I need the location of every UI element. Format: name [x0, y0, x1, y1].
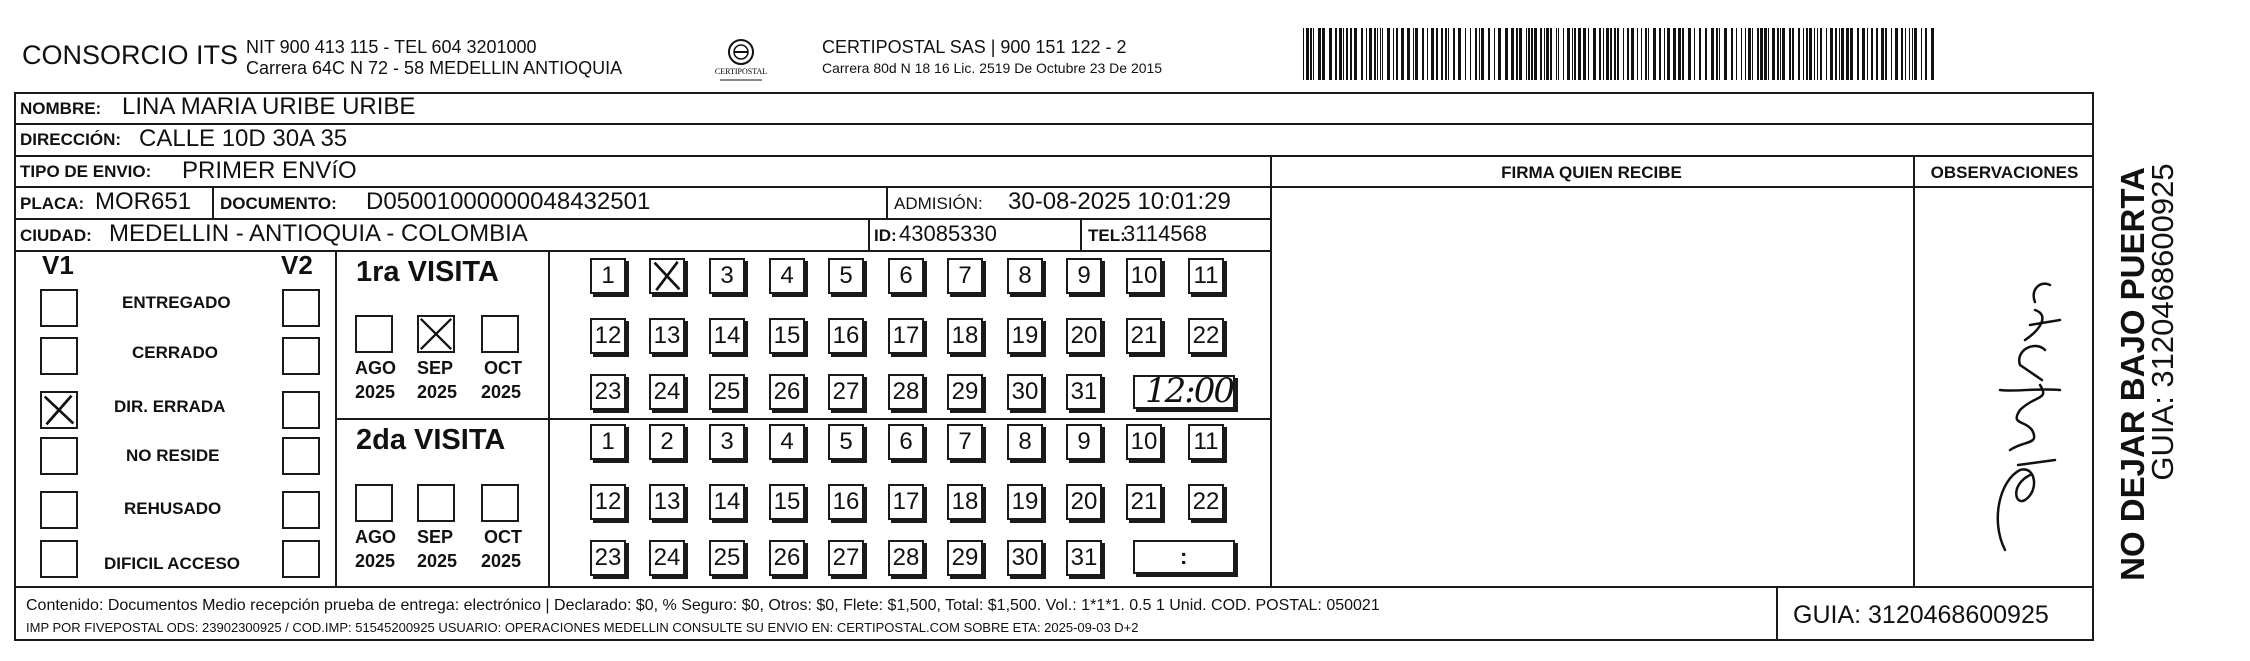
visit2-day-21[interactable]: 21: [1126, 484, 1162, 520]
visit2-day-20[interactable]: 20: [1066, 484, 1102, 520]
status-label-dificil-acceso: DIFICIL ACCESO: [104, 554, 241, 573]
side-guia-number: GUIA: 3120468600925: [2145, 163, 2180, 481]
barcode-bar: [1745, 28, 1746, 80]
tel-value: 3114568: [1123, 221, 1208, 246]
barcode-bar: [1310, 28, 1312, 80]
visit1-day-12[interactable]: 12: [590, 318, 626, 354]
barcode-bar: [1407, 28, 1410, 80]
barcode-bar: [1752, 28, 1753, 80]
visit2-day-25[interactable]: 25: [709, 540, 745, 576]
visit2-time-box[interactable]: [1133, 540, 1235, 574]
visit1-day-30[interactable]: 30: [1007, 374, 1043, 410]
admision-label: ADMISIÓN:: [894, 194, 983, 213]
visit1-day-10[interactable]: 10: [1126, 258, 1162, 294]
barcode-bar: [1857, 28, 1859, 80]
barcode-bar: [1436, 28, 1438, 80]
barcode-bar: [1741, 28, 1742, 80]
barcode: [1303, 28, 1941, 80]
v1-checkbox-rehusado[interactable]: [40, 491, 78, 529]
status-label-rehusado: REHUSADO: [124, 499, 222, 518]
visit1-month-sep-checkbox[interactable]: [417, 315, 455, 353]
visit1-month-oct: OCT: [484, 358, 522, 378]
visit1-year-oct: 2025: [481, 382, 522, 402]
footer-content-line: Contenido: Documentos Medio recepción prueba de entrega: electrónico | Declarado: $0, % Seguro: $0, Otros: $0, Flete: $1,500, Total: $1,500. Vol.: 1*1*1. 0.5 1 Unid. COD. POSTAL: 050021: [26, 597, 1380, 614]
company-line: CERTIPOSTAL SAS | 900 151 122 - 2: [822, 37, 1127, 57]
x-mark-icon: [42, 393, 76, 427]
barcode-bar: [1475, 28, 1477, 80]
barcode-bar: [1401, 28, 1404, 80]
footer-guia-number: GUIA: 3120468600925: [1793, 601, 2049, 629]
id-value: 43085330: [899, 221, 997, 246]
barcode-bar: [1346, 28, 1348, 80]
visit1-day-24[interactable]: 24: [649, 374, 685, 410]
visit1-time-box[interactable]: [1133, 371, 1235, 411]
status-label-entregado: ENTREGADO: [122, 293, 231, 312]
visit1-day-31[interactable]: 31: [1066, 374, 1102, 410]
barcode-bar: [1431, 28, 1434, 80]
barcode-bar: [1719, 28, 1720, 80]
barcode-bar: [1366, 28, 1367, 80]
barcode-bar: [1641, 28, 1642, 80]
visit1-day-8[interactable]: 8: [1007, 258, 1043, 294]
barcode-bar: [1841, 28, 1844, 80]
visit2-day-7[interactable]: 7: [947, 424, 983, 460]
consortium-name: CONSORCIO ITS: [22, 40, 239, 70]
barcode-bar: [1792, 28, 1794, 80]
barcode-bar: [1318, 28, 1321, 80]
barcode-bar: [1445, 28, 1447, 80]
v2-checkbox-dificil-acceso[interactable]: [282, 540, 320, 578]
barcode-bar: [1546, 28, 1549, 80]
visit1-year-ago: 2025: [355, 382, 396, 402]
v2-checkbox-dir-errada[interactable]: [282, 391, 320, 429]
visit2-month-sep: SEP: [417, 527, 454, 547]
v1-checkbox-cerrado[interactable]: [40, 337, 78, 375]
visit1-time-value: 12:00: [1145, 371, 1233, 411]
barcode-bar: [1374, 28, 1376, 80]
observaciones-header: OBSERVACIONES: [1930, 163, 2079, 182]
placa-value: MOR651: [95, 188, 192, 215]
barcode-bar: [1603, 28, 1604, 80]
tel-label: TEL:: [1088, 226, 1126, 245]
barcode-bar: [1387, 28, 1390, 80]
barcode-bar: [1637, 28, 1638, 80]
barcode-bar: [1830, 28, 1833, 80]
barcode-bar: [1885, 28, 1887, 80]
visit1-day-14[interactable]: 14: [709, 318, 745, 354]
visit2-day-13[interactable]: 13: [649, 484, 685, 520]
barcode-bar: [1664, 28, 1665, 80]
visit1-day-23[interactable]: 23: [590, 374, 626, 410]
barcode-bar: [1716, 28, 1718, 80]
x-mark-icon: [419, 317, 453, 351]
barcode-bar: [1839, 28, 1840, 80]
recipient-signature: [1980, 270, 2080, 570]
barcode-bar: [1760, 28, 1763, 80]
direccion-label: DIRECCIÓN:: [20, 130, 122, 149]
barcode-bar: [1354, 28, 1357, 80]
barcode-bar: [1574, 28, 1576, 80]
barcode-bar: [1699, 28, 1701, 80]
footer-imp-line: IMP POR FIVEPOSTAL ODS: 23902300925 / COD.IMP: 51545200925 USUARIO: OPERACIONES MEDELLIN CONSULTE SU ENVIO EN: CERTIPOSTAL.COM SOBRE ETA: 2025-09-03 D+2: [26, 620, 1139, 635]
barcode-bar: [1909, 28, 1910, 80]
barcode-bar: [1881, 28, 1884, 80]
barcode-bar: [1567, 28, 1570, 80]
barcode-bar: [1876, 28, 1878, 80]
barcode-bar: [1377, 28, 1378, 80]
barcode-bar: [1396, 28, 1398, 80]
barcode-bar: [1572, 28, 1573, 80]
visit2-day-31[interactable]: 31: [1066, 540, 1102, 576]
visit1-month-ago-checkbox[interactable]: [355, 315, 393, 353]
svg-text:CERTIPOSTAL: CERTIPOSTAL: [714, 67, 768, 76]
barcode-bar: [1343, 28, 1344, 80]
visit2-day-29[interactable]: 29: [947, 540, 983, 576]
barcode-bar: [1673, 28, 1676, 80]
barcode-bar: [1850, 28, 1853, 80]
barcode-bar: [1578, 28, 1581, 80]
barcode-bar: [1682, 28, 1684, 80]
barcode-bar: [1427, 28, 1428, 80]
admision-value: 30-08-2025 10:01:29: [1008, 188, 1231, 215]
visit2-year-oct: 2025: [481, 551, 522, 571]
barcode-bar: [1599, 28, 1601, 80]
v1-checkbox-entregado[interactable]: [40, 289, 78, 327]
barcode-bar: [1617, 28, 1619, 80]
visit2-day-17[interactable]: 17: [888, 484, 924, 520]
barcode-bar: [1588, 28, 1589, 80]
barcode-bar: [1705, 28, 1707, 80]
visit2-month-sep-checkbox[interactable]: [417, 484, 455, 522]
certipostal-logo: [714, 36, 768, 86]
visit1-day-1[interactable]: 1: [590, 258, 626, 294]
visit1-day-25[interactable]: 25: [709, 374, 745, 410]
visit2-day-26[interactable]: 26: [769, 540, 805, 576]
barcode-bar: [1481, 28, 1484, 80]
barcode-bar: [1780, 28, 1781, 80]
barcode-bar: [1777, 28, 1779, 80]
barcode-bar: [1448, 28, 1449, 80]
barcode-bar: [1891, 28, 1892, 80]
barcode-bar: [1505, 28, 1508, 80]
barcode-bar: [1835, 28, 1837, 80]
barcode-bar: [1556, 28, 1557, 80]
barcode-bar: [1519, 28, 1522, 80]
visit2-month-ago-checkbox[interactable]: [355, 484, 393, 522]
documento-label: DOCUMENTO:: [220, 194, 337, 213]
visit1-day-18[interactable]: 18: [947, 318, 983, 354]
visit1-day-22[interactable]: 22: [1188, 318, 1224, 354]
visit1-day-5[interactable]: 5: [828, 258, 864, 294]
visit1-day-27[interactable]: 27: [828, 374, 864, 410]
visit2-day-12[interactable]: 12: [590, 484, 626, 520]
visit2-month-ago: AGO: [355, 527, 397, 547]
barcode-bar: [1415, 28, 1418, 80]
barcode-bar: [1335, 28, 1337, 80]
consortium-address: Carrera 64C N 72 - 58 MEDELLIN ANTIOQUIA: [246, 58, 623, 78]
barcode-bar: [1526, 28, 1527, 80]
visit1-day-26[interactable]: 26: [769, 374, 805, 410]
barcode-bar: [1826, 28, 1827, 80]
barcode-bar: [1516, 28, 1518, 80]
barcode-bar: [1465, 28, 1466, 80]
barcode-bar: [1748, 28, 1751, 80]
visit1-month-ago: AGO: [355, 358, 397, 378]
company-address: Carrera 80d N 18 16 Lic. 2519 De Octubre 23 De 2015: [822, 60, 1163, 76]
barcode-bar: [1694, 28, 1695, 80]
barcode-bar: [1912, 28, 1913, 80]
visit1-day-29[interactable]: 29: [947, 374, 983, 410]
barcode-bar: [1458, 28, 1461, 80]
visit1-month-oct-checkbox[interactable]: [481, 315, 519, 353]
consortium-nit-tel: NIT 900 413 115 - TEL 604 3201000: [246, 37, 537, 57]
v2-checkbox-cerrado[interactable]: [282, 337, 320, 375]
barcode-bar: [1871, 28, 1873, 80]
barcode-bar: [1614, 28, 1616, 80]
visit2-day-5[interactable]: 5: [828, 424, 864, 460]
barcode-bar: [1782, 28, 1785, 80]
barcode-bar: [1534, 28, 1537, 80]
v1-checkbox-dificil-acceso[interactable]: [40, 540, 78, 578]
v2-checkbox-no-reside[interactable]: [282, 437, 320, 475]
barcode-bar: [1369, 28, 1372, 80]
visit1-day-7[interactable]: 7: [947, 258, 983, 294]
barcode-bar: [1329, 28, 1332, 80]
barcode-bar: [1544, 28, 1545, 80]
barcode-bar: [1540, 28, 1542, 80]
x-mark-icon: [651, 260, 683, 292]
nombre-label: NOMBRE:: [20, 99, 102, 118]
visit2-day-9[interactable]: 9: [1066, 424, 1102, 460]
barcode-bar: [1757, 28, 1759, 80]
barcode-bar: [1653, 28, 1656, 80]
visit2-day-11[interactable]: 11: [1188, 424, 1224, 460]
barcode-bar: [1453, 28, 1455, 80]
barcode-bar: [1862, 28, 1865, 80]
visit1-day-9[interactable]: 9: [1066, 258, 1102, 294]
barcode-bar: [1736, 28, 1737, 80]
no-dejar-bajo-puerta-text: NO DEJAR BAJO PUERTA: [2114, 167, 2151, 581]
barcode-bar: [1667, 28, 1670, 80]
barcode-bar: [1441, 28, 1443, 80]
barcode-bar: [1488, 28, 1490, 80]
visit2-day-30[interactable]: 30: [1007, 540, 1043, 576]
barcode-bar: [1313, 28, 1314, 80]
barcode-bar: [1809, 28, 1812, 80]
tipo-envio-label: TIPO DE ENVIO:: [20, 162, 152, 181]
id-label: ID:: [874, 226, 897, 245]
visit1-title: 1ra VISITA: [356, 256, 499, 288]
visit2-year-sep: 2025: [417, 551, 458, 571]
barcode-bar: [1393, 28, 1394, 80]
barcode-bar: [1688, 28, 1691, 80]
barcode-bar: [1563, 28, 1564, 80]
visit2-day-3[interactable]: 3: [709, 424, 745, 460]
nombre-value: LINA MARIA URIBE URIBE: [122, 93, 416, 120]
barcode-bar: [1422, 28, 1424, 80]
v2-header: V2: [281, 250, 313, 280]
direccion-value: CALLE 10D 30A 35: [139, 125, 348, 152]
visit2-day-28[interactable]: 28: [888, 540, 924, 576]
barcode-bar: [1768, 28, 1769, 80]
visit1-day-21[interactable]: 21: [1126, 318, 1162, 354]
barcode-bar: [1550, 28, 1552, 80]
visit2-day-23[interactable]: 23: [590, 540, 626, 576]
barcode-bar: [1413, 28, 1414, 80]
barcode-bar: [1645, 28, 1647, 80]
barcode-bar: [1303, 28, 1304, 80]
visit1-day-17[interactable]: 17: [888, 318, 924, 354]
visit1-month-sep: SEP: [417, 358, 454, 378]
visit2-day-16[interactable]: 16: [828, 484, 864, 520]
visit2-day-22[interactable]: 22: [1188, 484, 1224, 520]
visit2-title: 2da VISITA: [356, 424, 506, 456]
v1-checkbox-no-reside[interactable]: [40, 437, 78, 475]
barcode-bar: [1711, 28, 1714, 80]
barcode-bar: [1731, 28, 1733, 80]
status-label-cerrado: CERRADO: [132, 343, 218, 362]
visit1-day-13[interactable]: 13: [649, 318, 685, 354]
barcode-bar: [1814, 28, 1815, 80]
visit2-month-oct: OCT: [484, 527, 522, 547]
barcode-bar: [1631, 28, 1634, 80]
firma-header: FIRMA QUIEN RECIBE: [1501, 163, 1682, 182]
visit1-day-4[interactable]: 4: [769, 258, 805, 294]
barcode-bar: [1905, 28, 1906, 80]
visit2-day-15[interactable]: 15: [769, 484, 805, 520]
visit2-month-oct-checkbox[interactable]: [481, 484, 519, 522]
visit1-day-28[interactable]: 28: [888, 374, 924, 410]
barcode-bar: [1867, 28, 1868, 80]
barcode-bar: [1382, 28, 1383, 80]
barcode-bar: [1623, 28, 1624, 80]
visit2-day-4[interactable]: 4: [769, 424, 805, 460]
barcode-bar: [1895, 28, 1898, 80]
barcode-bar: [1610, 28, 1612, 80]
visit2-year-ago: 2025: [355, 551, 396, 571]
barcode-bar: [1339, 28, 1342, 80]
visit2-day-6[interactable]: 6: [888, 424, 924, 460]
barcode-bar: [1772, 28, 1775, 80]
visit1-day-19[interactable]: 19: [1007, 318, 1043, 354]
visit2-day-18[interactable]: 18: [947, 484, 983, 520]
barcode-bar: [1806, 28, 1808, 80]
visit2-day-2[interactable]: 2: [649, 424, 685, 460]
visit2-day-19[interactable]: 19: [1007, 484, 1043, 520]
barcode-bar: [1803, 28, 1804, 80]
barcode-bar: [1925, 28, 1927, 80]
barcode-bar: [1361, 28, 1363, 80]
v2-checkbox-rehusado[interactable]: [282, 491, 320, 529]
status-label-no-reside: NO RESIDE: [126, 446, 220, 465]
barcode-bar: [1798, 28, 1800, 80]
status-label-dir-errada: DIR. ERRADA: [114, 397, 226, 416]
ciudad-label: CIUDAD:: [20, 226, 92, 245]
visit2-day-1[interactable]: 1: [590, 424, 626, 460]
barcode-bar: [1724, 28, 1727, 80]
barcode-bar: [1678, 28, 1681, 80]
visit1-day-16[interactable]: 16: [828, 318, 864, 354]
barcode-bar: [1931, 28, 1934, 80]
visit2-time-value: :: [1180, 544, 1188, 569]
barcode-bar: [1494, 28, 1495, 80]
visit1-day-6[interactable]: 6: [888, 258, 924, 294]
barcode-bar: [1606, 28, 1609, 80]
barcode-bar: [1380, 28, 1381, 80]
visit2-day-14[interactable]: 14: [709, 484, 745, 520]
visit1-day-15[interactable]: 15: [769, 318, 805, 354]
visit1-day-2[interactable]: [649, 258, 685, 294]
barcode-bar: [1914, 28, 1917, 80]
barcode-bar: [1846, 28, 1849, 80]
v1-header: V1: [42, 250, 74, 280]
tipo-envio-value: PRIMER ENVíO: [182, 157, 357, 184]
barcode-bar: [1901, 28, 1903, 80]
barcode-bar: [1322, 28, 1325, 80]
barcode-bar: [1817, 28, 1818, 80]
v1-checkbox-dir-errada[interactable]: [40, 391, 78, 429]
barcode-bar: [1627, 28, 1629, 80]
barcode-bar: [1479, 28, 1480, 80]
barcode-bar: [1921, 28, 1922, 80]
barcode-bar: [1350, 28, 1352, 80]
placa-label: PLACA:: [20, 194, 85, 213]
visit2-day-24[interactable]: 24: [649, 540, 685, 576]
barcode-bar: [1528, 28, 1530, 80]
visit1-day-3[interactable]: 3: [709, 258, 745, 294]
visit2-day-27[interactable]: 27: [828, 540, 864, 576]
barcode-bar: [1511, 28, 1514, 80]
barcode-bar: [1498, 28, 1501, 80]
barcode-bar: [1558, 28, 1559, 80]
visit1-day-11[interactable]: 11: [1188, 258, 1224, 294]
barcode-bar: [1593, 28, 1596, 80]
visit2-day-10[interactable]: 10: [1126, 424, 1162, 460]
documento-value: D05001000000048432501: [366, 188, 651, 215]
barcode-bar: [1659, 28, 1661, 80]
barcode-bar: [1583, 28, 1586, 80]
barcode-bar: [1764, 28, 1767, 80]
visit1-year-sep: 2025: [417, 382, 458, 402]
v2-checkbox-entregado[interactable]: [282, 289, 320, 327]
barcode-bar: [1648, 28, 1649, 80]
barcode-bar: [1820, 28, 1822, 80]
barcode-bar: [1789, 28, 1791, 80]
barcode-bar: [1470, 28, 1471, 80]
barcode-bar: [1306, 28, 1309, 80]
visit1-day-20[interactable]: 20: [1066, 318, 1102, 354]
ciudad-value: MEDELLIN - ANTIOQUIA - COLOMBIA: [109, 220, 528, 247]
barcode-bar: [1531, 28, 1533, 80]
visit2-day-8[interactable]: 8: [1007, 424, 1043, 460]
